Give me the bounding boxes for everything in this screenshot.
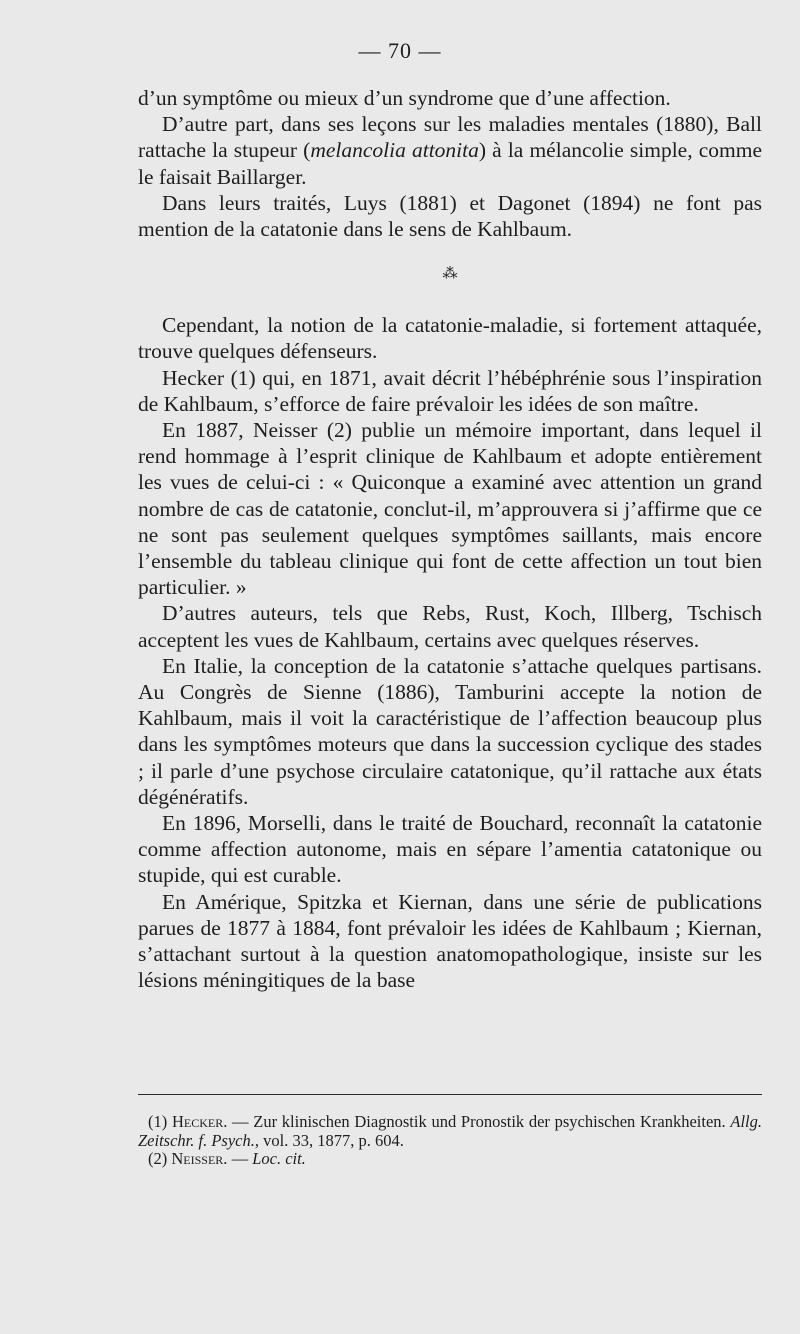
- footnote-journal: Allg. Zeitschr. f. Psych.: [138, 1112, 763, 1150]
- asterism: ⁂: [442, 266, 458, 283]
- paragraph: En Italie, la conception de la catatonie s’attache quelques partisans. Au Congrès de Sienne (1886), Tamburini accepte la notion de Kahlbaum, mais il voit la caractéristique de l’affection beaucoup plus dans les symptômes moteurs que dans la succession cyclique des stades ; il parle d’une psychose circulaire catatonique, qu’il rattache aux états dégénératifs.: [138, 653, 762, 809]
- paragraph: En Amérique, Spitzka et Kiernan, dans une série de publications parues de 1877 à 1884, font prévaloir les idées de Kahlbaum ; Kiernan, s’attachant surtout à la question anatomopathologique, insiste sur les lésions méningitiques de la base: [138, 889, 762, 993]
- body-text: [138, 85, 762, 994]
- footnote: (1) Hecker. — Zur klinischen Diagnostik und Pronostik der psychischen Krankheiten. Allg. Zeitschr. f. Psych., vol. 33, 1877, p. 604.: [138, 1112, 763, 1150]
- paragraph: D’autre part, dans ses leçons sur les maladies mentales (1880), Ball rattache la stupeur (melancolia attonita) à la mélancolie simple, comme le faisait Baillarger.: [138, 112, 762, 189]
- paragraph: Dans leurs traités, Luys (1881) et Dagonet (1894) ne font pas mention de la catatonie dans le sens de Kahlbaum.: [138, 190, 762, 242]
- paragraph: Hecker (1) qui, en 1871, avait décrit l’hébéphrénie sous l’inspiration de Kahlbaum, s’efforce de faire prévaloir les idées de son maître.: [138, 365, 762, 416]
- footnotes: [138, 1113, 762, 1169]
- paragraph: d’un symptôme ou mieux d’un syndrome que d’une affection.: [138, 86, 671, 110]
- paragraph: Cependant, la notion de la catatonie-maladie, si fortement attaquée, trouve quelques défenseurs.: [138, 313, 762, 364]
- italic-term: melancolia attonita: [310, 138, 479, 163]
- footnote-author: Neisser.: [171, 1149, 228, 1168]
- paragraph: D’autres auteurs, tels que Rebs, Rust, Koch, Illberg, Tschisch acceptent les vues de Kahlbaum, certains avec quelques réserves.: [138, 601, 762, 652]
- paragraph: En 1887, Neisser (2) publie un mémoire important, dans lequel il rend hommage à l’esprit clinique de Kahlbaum et adopte entièrement les vues de celui-ci : « Quiconque a examiné avec attention un grand nombre de cas de catatonie, conclut-il, m’approuvera si j’affirme que ce ne sont pas seulement quelques symptômes saillants, mais encore l’ensemble du tableau clinique qui font de cette affection un tout bien particulier. »: [138, 418, 762, 600]
- page-number: — 70 —: [358, 38, 442, 63]
- footnote: (2) Neisser. — Loc. cit.: [148, 1149, 306, 1168]
- footnote-author: Hecker.: [171, 1112, 228, 1131]
- paragraph: En 1896, Morselli, dans le traité de Bouchard, reconnaît la catatonie comme affection autonome, mais en sépare l’amentia catatonique ou stupide, qui est curable.: [138, 811, 762, 888]
- footnote-rule: [138, 1094, 762, 1095]
- footnote-journal: Loc. cit.: [252, 1149, 306, 1168]
